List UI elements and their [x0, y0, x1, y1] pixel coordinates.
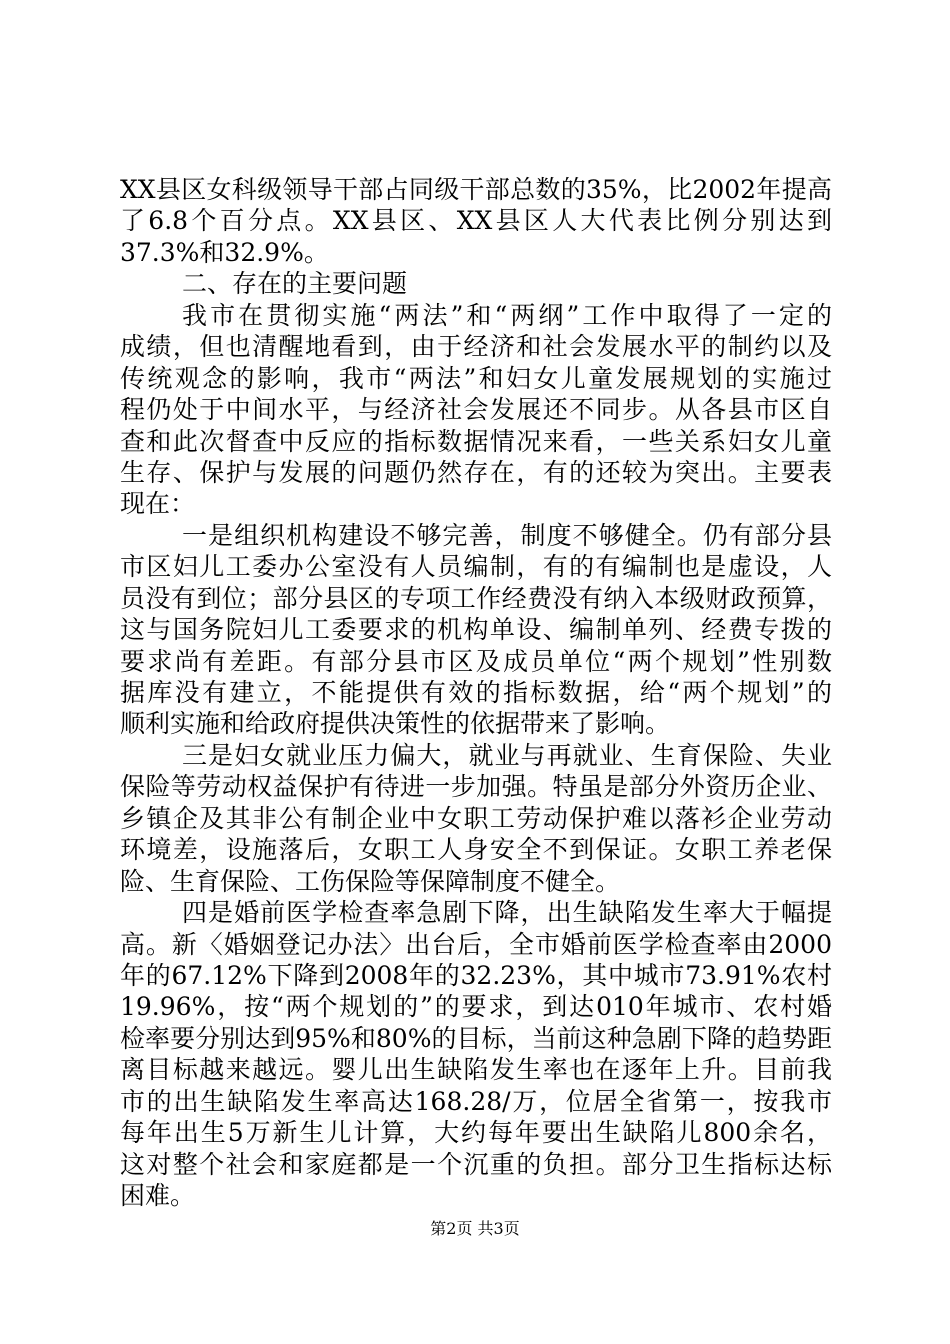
section-heading: 二、存在的主要问题	[182, 269, 408, 298]
body-text-line: 每年出生5万新生儿计算，大约每年要出生缺陷儿800余名，	[120, 1118, 832, 1147]
body-text-line: 据库没有建立，不能提供有效的指标数据，给“两个规划”的	[120, 678, 832, 707]
page-footer: 第2页 共3页	[430, 1219, 520, 1238]
body-text-line: 高。新〈婚姻登记办法〉出台后，全市婚前医学检查率由2000	[120, 930, 832, 959]
body-text-line: 要求尚有差距。有部分县市区及成员单位“两个规划”性别数	[120, 647, 832, 676]
body-text-line: 四是婚前医学检查率急剧下降，出生缺陷发生率大于幅提	[182, 898, 832, 927]
body-text-line: 年的67.12%下降到2008年的32.23%，其中城市73.91%农村	[120, 961, 832, 990]
body-text-line: 了6.8个百分点。XX县区、XX县区人大代表比例分别达到	[120, 206, 832, 235]
body-text-line: 现在：	[120, 489, 196, 518]
body-text-line: 离目标越来越远。婴儿出生缺陷发生率也在逐年上升。目前我	[120, 1055, 832, 1084]
body-text-line: 成绩，但也清醒地看到，由于经济和社会发展水平的制约以及	[120, 332, 832, 361]
body-text-line: 生存、保护与发展的问题仍然存在，有的还较为突出。主要表	[120, 458, 832, 487]
body-text-line: 保险等劳动权益保护有待进一步加强。特虽是部分外资历企业、	[120, 772, 832, 801]
body-text-line: 环境差，设施落后，女职工人身安全不到保证。女职工养老保	[120, 835, 832, 864]
body-text-line: 一是组织机构建设不够完善，制度不够健全。仍有部分县	[182, 521, 832, 550]
body-text-line: 检率要分别达到95%和80%的目标，当前这种急剧下降的趋势距	[120, 1024, 832, 1053]
body-text-line: 市区妇儿工委办公室没有人员编制，有的有编制也是虚设，人	[120, 552, 832, 581]
body-text-line: 37.3%和32.9%。	[120, 238, 329, 267]
body-text-line: 传统观念的影响，我市“两法”和妇女儿童发展规划的实施过	[120, 364, 832, 393]
body-text-line: 程仍处于中间水平，与经济社会发展还不同步。从各县市区自	[120, 395, 832, 424]
body-text-line: 这对整个社会和家庭都是一个沉重的负担。部分卫生指标达标	[120, 1150, 832, 1179]
body-text-line: 这与国务院妇儿工委要求的机构单设、编制单列、经费专拨的	[120, 615, 832, 644]
body-text-line: 困难。	[120, 1181, 196, 1210]
body-text-line: 查和此次督查中反应的指标数据情况来看，一些关系妇女儿童	[120, 427, 832, 456]
body-text-line: 我市在贯彻实施“两法”和“两纲”工作中取得了一定的	[182, 301, 832, 330]
body-text-line: XX县区女科级领导干部占同级干部总数的35%，比2002年提高	[120, 175, 832, 204]
body-text-line: 险、生育保险、工伤保险等保障制度不健全。	[120, 867, 621, 896]
body-text-line: 乡镇企及其非公有制企业中女职工劳动保护难以落衫企业劳动	[120, 804, 832, 833]
body-text-line: 员没有到位；部分县区的专项工作经费没有纳入本级财政预算，	[120, 584, 832, 613]
body-text-line: 顺利实施和给政府提供决策性的依据带来了影响。	[120, 709, 671, 738]
body-text-line: 19.96%，按“两个规划的”的要求，到达010年城市、农村婚	[120, 992, 832, 1021]
body-text-line: 三是妇女就业压力偏大，就业与再就业、生育保险、失业	[182, 741, 832, 770]
body-text-line: 市的出生缺陷发生率高达168.28/万，位居全省第一，按我市	[120, 1087, 832, 1116]
